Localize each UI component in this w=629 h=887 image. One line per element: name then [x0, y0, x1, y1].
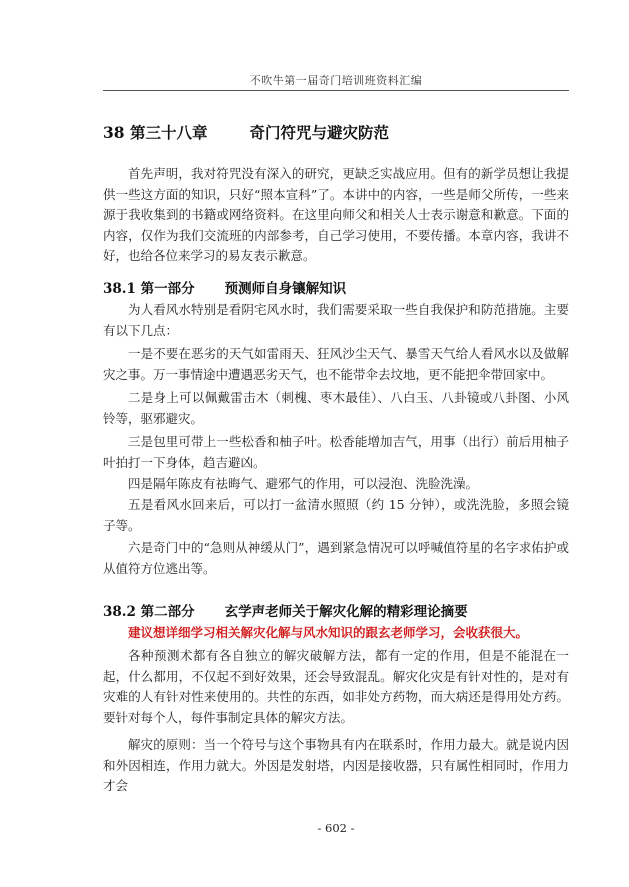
paragraph: 六是奇门中的“急则从神缓从门”，遇到紧急情况可以呼喊值符星的名字求佑护或从值符方位逃出等。	[103, 540, 569, 576]
chapter-title: 奇门符咒与避灾防范	[249, 123, 389, 142]
section-number: 38.2 第二部分	[103, 604, 195, 620]
chapter-heading	[103, 121, 569, 143]
paragraph: 解灾的原则：当一个符号与这个事物具有内在联系时，作用力最大。就是说内因和外因相连，作用力就大。外因是发射塔，内因是接收器，只有属性相同时，作用力才会	[103, 737, 569, 793]
section-heading-1	[103, 277, 569, 297]
paragraph: 各种预测术都有各自独立的解灾破解方法，都有一定的作用，但是不能混在一起，什么都用，不仅起不到好效果，还会导致混乱。解灾化灾是有针对性的，是对有灾难的人有针对性来使用的。共性的东西，如非处方药物，而大病还是得用处方药。要针对每个人，每件事制定具体的解灾方法。	[103, 648, 569, 725]
chapter-number: 38 第三十八章	[103, 123, 208, 142]
section-title: 玄学声老师关于解灾化解的精彩理论摘要	[224, 604, 468, 620]
running-header: 不吹牛第一届奇门培训班资料汇编	[249, 74, 423, 87]
paragraph: 五是看风水回来后，可以打一盆清水照照（约 15 分钟），或洗洗脸，多照会镜子等。	[103, 497, 569, 533]
header-divider	[103, 90, 569, 91]
section-heading-2	[103, 600, 569, 620]
intro-paragraph: 首先声明，我对符咒没有深入的研究，更缺乏实战应用。但有的新学员想让我提供一些这方面的知识，只好“照本宣科”了。本讲中的内容，一些是师父所传，一些来源于我收集到的书籍或网络资料。在这里向师父和相关人士表示谢意和歉意。下面的内容，仅作为我们交流班的内部参考，自己学习使用，不要传播。本章内容，我讲不好，也给各位来学习的易友表示歉意。	[103, 166, 569, 263]
paragraph: 三是包里可带上一些松香和柚子叶。松香能增加吉气，用事（出行）前后用柚子叶拍打一下身体，趋吉避凶。	[103, 434, 569, 470]
highlighted-note: 建议想详细学习相关解灾化解与风水知识的跟玄老师学习，会收获很大。	[128, 625, 529, 640]
paragraph: 为人看风水特别是看阴宅风水时，我们需要采取一些自我保护和防范措施。主要有以下几点：	[103, 302, 569, 338]
paragraph: 一是不要在恶劣的天气如雷雨天、狂风沙尘天气、暴雪天气给人看风水以及做解灾之事。万一事情途中遭遇恶劣天气，也不能带伞去坟地，更不能把伞带回家中。	[103, 346, 569, 382]
section-title: 预测师自身镶解知识	[224, 281, 347, 297]
paragraph: 二是身上可以佩戴雷击木（刺槐、枣木最佳）、八白玉、八卦镜或八卦图、小风铃等，驱邪避灾。	[103, 390, 569, 426]
paragraph: 四是隔年陈皮有祛晦气、避邪气的作用，可以浸泡、洗脸洗澡。	[128, 476, 479, 491]
page-number: - 602 -	[317, 821, 355, 835]
section-number: 38.1 第一部分	[103, 281, 195, 297]
